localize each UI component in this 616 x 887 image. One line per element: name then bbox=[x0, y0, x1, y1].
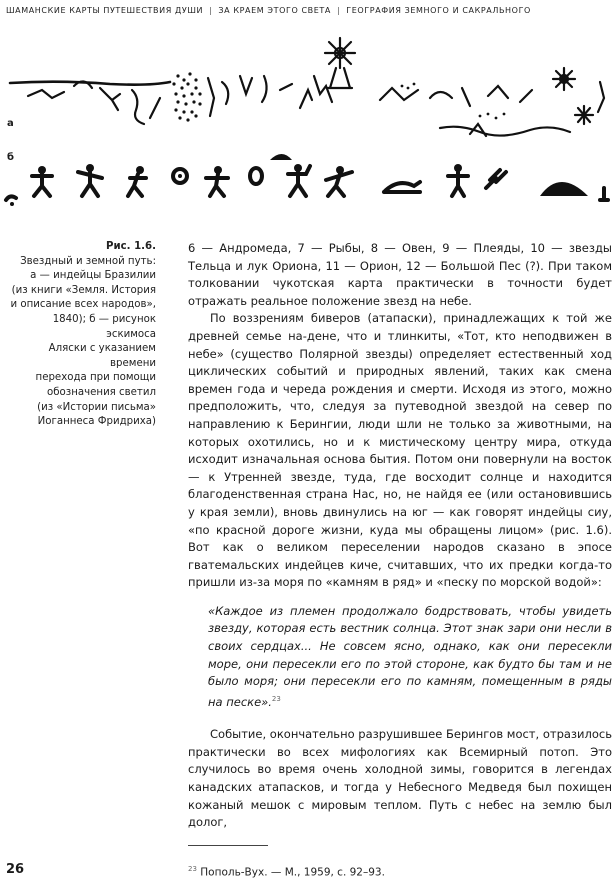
caption-line: и описание всех народов», bbox=[10, 299, 156, 311]
block-quote bbox=[188, 603, 612, 711]
figure-a-petroglyphs bbox=[0, 28, 616, 158]
caption-line: Иоганнеса Фридриха) bbox=[37, 416, 156, 428]
page-number: 26 bbox=[6, 862, 25, 877]
caption-line: (из книги «Земля. История bbox=[11, 284, 156, 296]
caption-line: Звездный и земной путь: bbox=[20, 255, 156, 267]
footnote-text: Пополь-Вух. — М., 1959, с. 92–93. bbox=[196, 866, 385, 879]
caption-title: Рис. 1.6. bbox=[106, 241, 156, 252]
caption-line: 1840); б — рисунок эскимоса bbox=[52, 313, 156, 340]
quote-text: «Каждое из племен продолжало бодрствовать, чтобы увидеть звезду, которая есть вестник солнца. Этот знак зари они несли в своих сердцах... Не совсем ясно, однако, как они пересекли море, они пересекли его по этой стороне, как будто бы там и не было моря; они пересекли его по камням, помещенным в ряды на песке». bbox=[208, 603, 612, 709]
caption-line: а — индейцы Бразилии bbox=[30, 270, 156, 282]
paragraph: 6 — Андромеда, 7 — Рыбы, 8 — Овен, 9 — Плеяды, 10 — звезды Тельца и лук Ориона, 11 — Орион, 12 — Большой Пес (?). При таком толковании чукотская карта практически в точности будет отражать реальное положение звезд на небе. bbox=[188, 241, 612, 308]
footnote bbox=[188, 865, 385, 879]
figure-b-eskimo-drawing bbox=[0, 148, 616, 218]
header-part-title: ЗА КРАЕМ ЭТОГО СВЕТА bbox=[218, 6, 331, 15]
caption-line: обозначения светил bbox=[47, 386, 156, 398]
figure-label-b: б bbox=[7, 152, 14, 163]
header-book-title: ШАМАНСКИЕ КАРТЫ ПУТЕШЕСТВИЯ ДУШИ bbox=[6, 6, 204, 15]
figure-label-a: а bbox=[7, 118, 14, 129]
caption-line: (из «Истории письма» bbox=[37, 401, 156, 413]
footnote-number: 23 bbox=[188, 865, 197, 873]
footnote-rule bbox=[188, 845, 268, 846]
figure-caption bbox=[4, 240, 156, 430]
caption-line: Аляски с указанием времени bbox=[48, 343, 156, 369]
paragraph: По воззрениям биверов (атапаски), принадлежащих к той же древней семье на-дене, что и тлинкиты, «Тот, кто неподвижен в небе» (существо Полярной звезды) определяет естественный ход циклических событий и природных явлений, таких как смена времен года и череда рождения и смерти. Исходя из этого, можно предположить, что, следуя за путеводной звездой на север по направлению к Берингии, люди шли не только за животными, на которых охотились, но и к мистическому центру мира, откуда исходит изначальная основа бытия. Потом они повернули на восток — к Утренней звезде, туда, где восходит солнце и находится благоденственная страна Нас, но, не найдя ее (или остановившись у края земли), вновь двинулись на юг — как говорят индейцы сиу, «по красной дороге жизни, куда мы обращены лицом» (рис. 1.6). Вот как о великом переселении народов сказано в эпосе гватемальских индейцев киче, считавших, что их предки когда-то пришли из-за моря по «камням в ряд» и «песку по морской водой»: bbox=[188, 311, 612, 590]
header-chapter-title: ГЕОГРАФИЯ ЗЕМНОГО И САКРАЛЬНОГО bbox=[346, 6, 531, 15]
paragraph: Событие, окончательно разрушившее Берингов мост, отразилось практически во всех мифологиях как Всемирный потоп. Это случилось во время очень холодной зимы, говорится в легендах канадских атапасков, и тогда у Небесного Медведя был похищен кожаный мешок с мировым теплом. Путь с небес на землю был долог, bbox=[188, 727, 612, 830]
main-text bbox=[188, 240, 612, 832]
footnote-ref: 23 bbox=[271, 694, 281, 703]
caption-line: перехода при помощи bbox=[35, 372, 156, 384]
header-separator: | bbox=[209, 6, 213, 15]
running-header bbox=[6, 6, 531, 15]
header-separator: | bbox=[337, 6, 341, 15]
